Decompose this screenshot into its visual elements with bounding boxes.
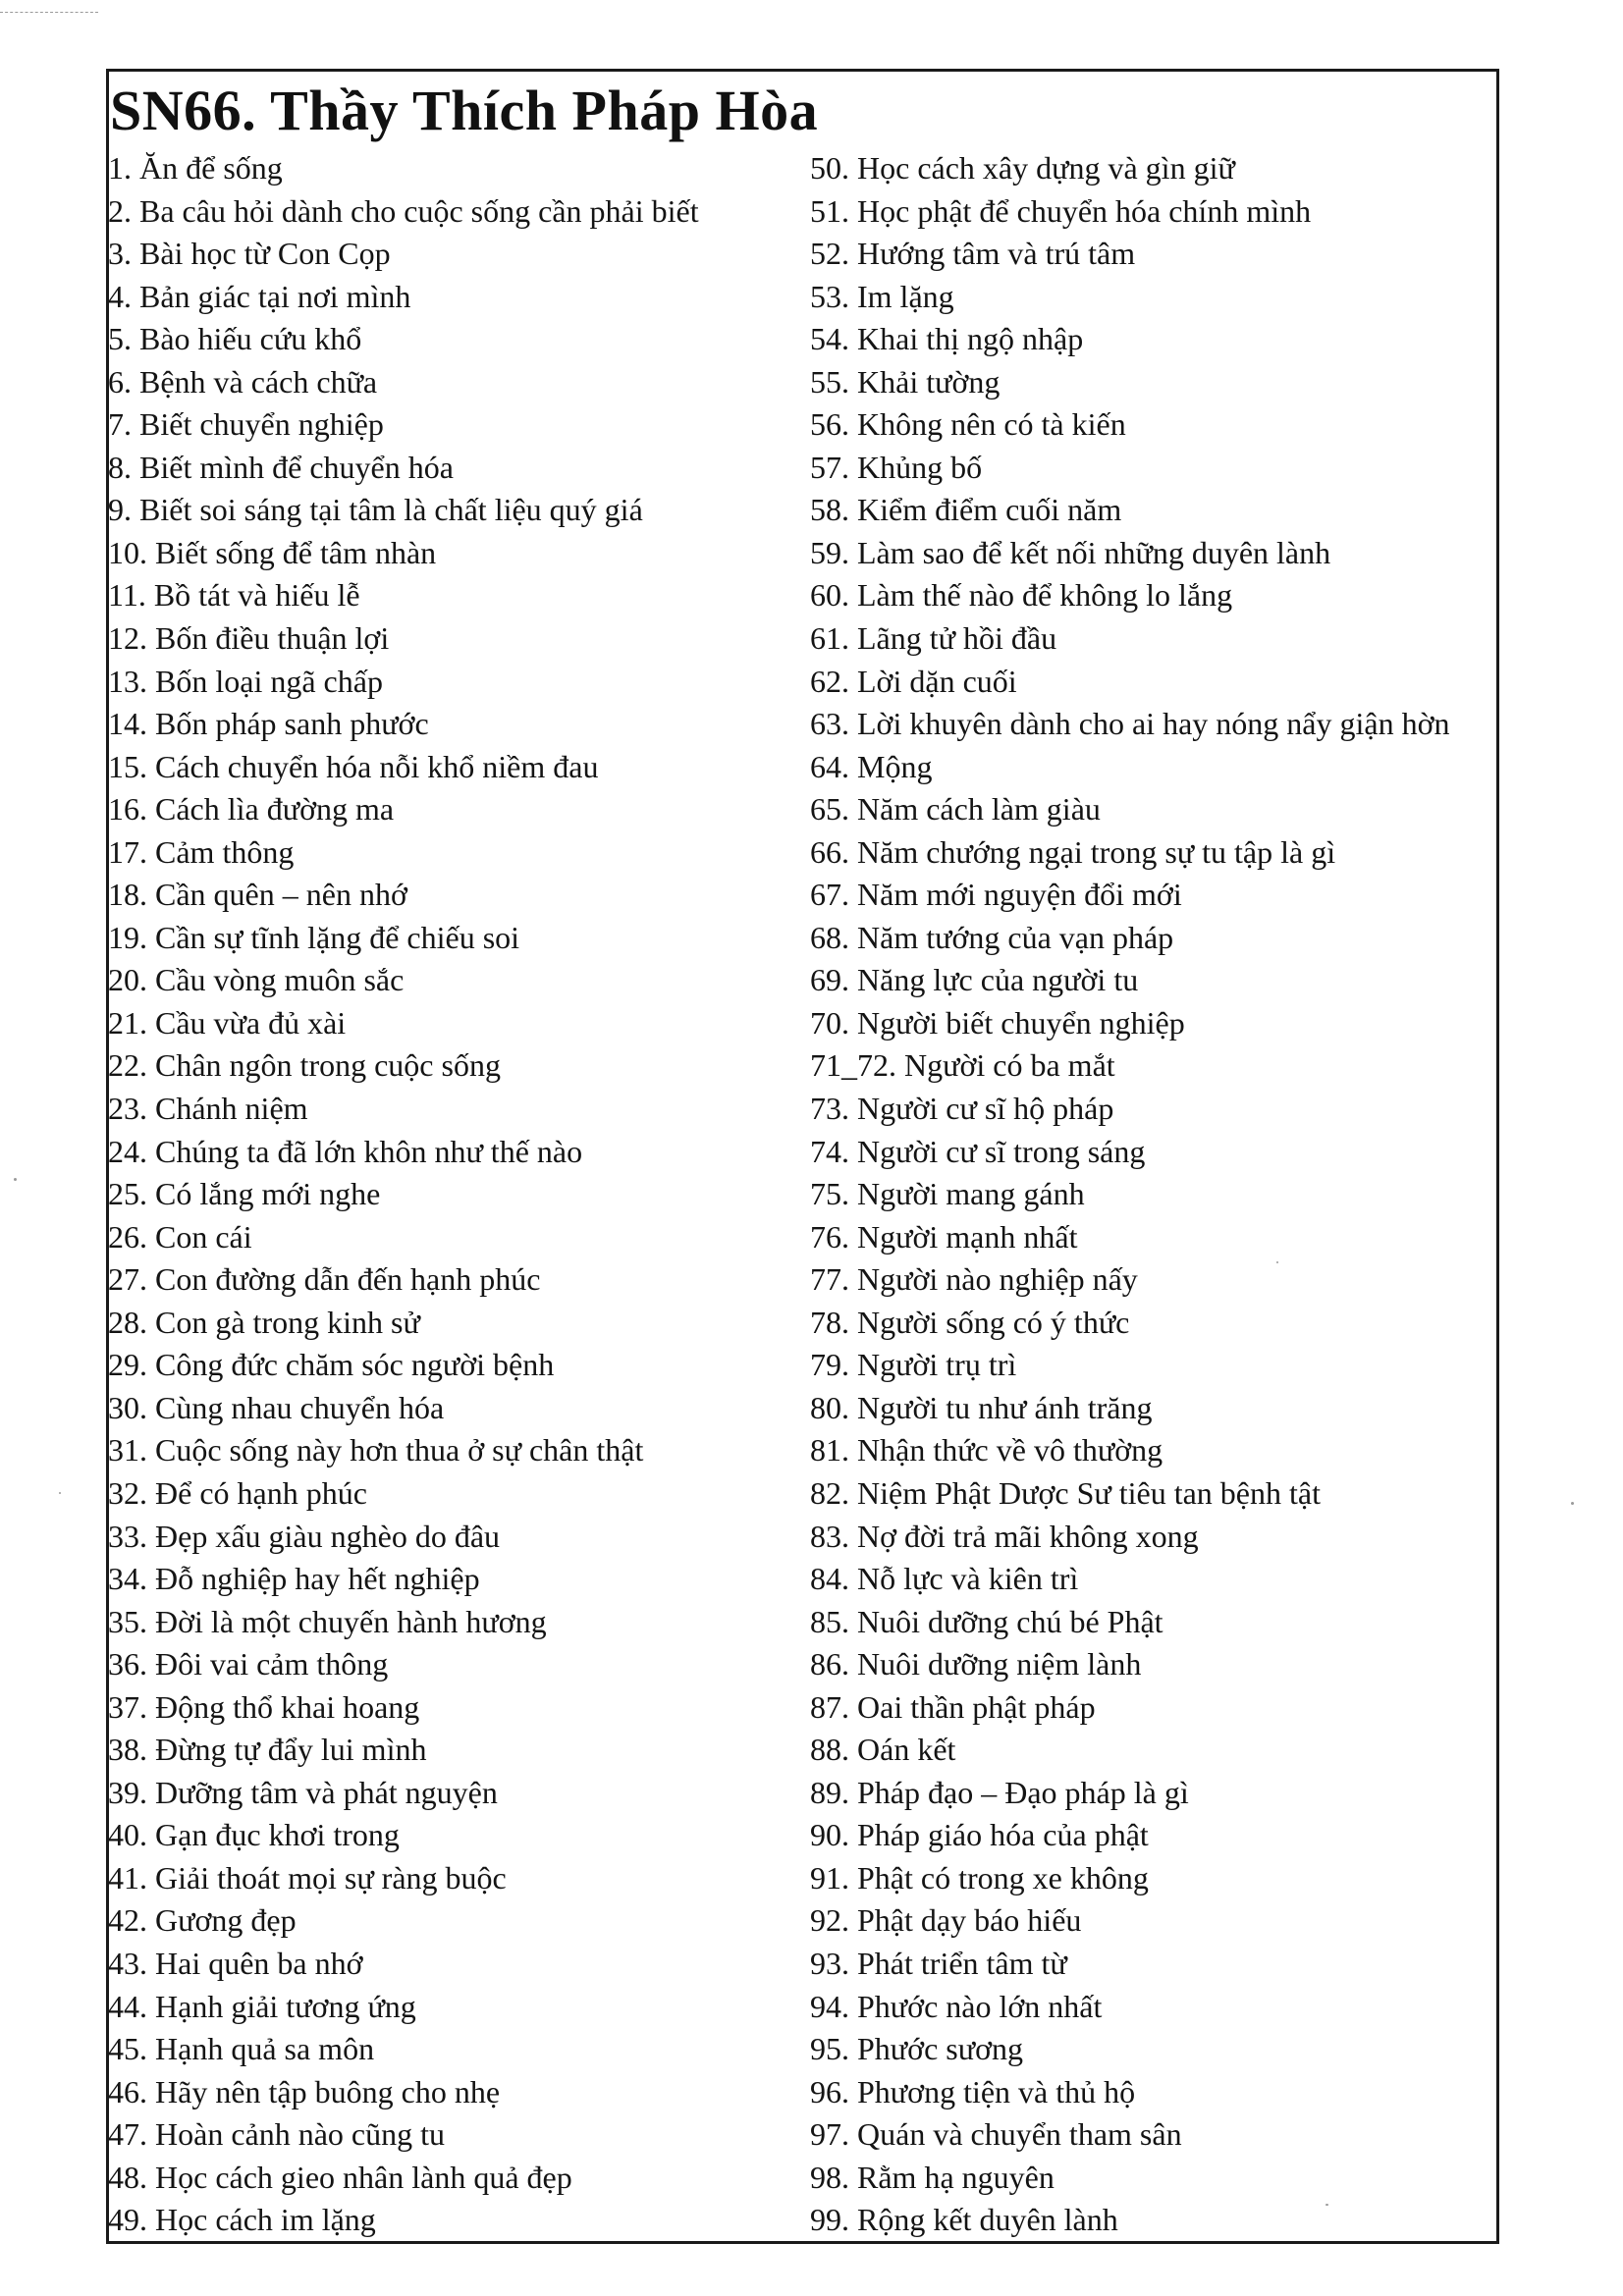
list-item: 97. Quán và chuyển tham sân	[810, 2116, 1182, 2153]
list-item: 8. Biết mình để chuyển hóa	[108, 449, 454, 485]
list-item: 99. Rộng kết duyên lành	[810, 2202, 1118, 2238]
list-item: 17. Cảm thông	[108, 833, 295, 870]
list-item: 79. Người trụ trì	[810, 1347, 1017, 1383]
list-item: 28. Con gà trong kinh sử	[108, 1304, 420, 1340]
list-item: 55. Khải tường	[810, 363, 1001, 400]
scan-speck	[14, 1178, 17, 1181]
list-item: 45. Hạnh quả sa môn	[108, 2031, 375, 2067]
list-item: 29. Công đức chăm sóc người bệnh	[108, 1347, 555, 1383]
list-item: 70. Người biết chuyển nghiệp	[810, 1004, 1185, 1041]
list-item: 14. Bốn pháp sanh phước	[108, 706, 429, 742]
list-item: 13. Bốn loại ngã chấp	[108, 663, 383, 699]
list-item: 90. Pháp giáo hóa của phật	[810, 1817, 1149, 1853]
list-item: 61. Lãng tử hồi đầu	[810, 620, 1057, 657]
list-item: 68. Năm tướng của vạn pháp	[810, 919, 1174, 955]
list-item: 84. Nỗ lực và kiên trì	[810, 1561, 1079, 1597]
list-item: 16. Cách lìa đường ma	[108, 791, 395, 828]
list-item: 34. Đỗ nghiệp hay hết nghiệp	[108, 1561, 480, 1597]
list-item: 53. Im lặng	[810, 278, 954, 314]
list-item: 10. Biết sống để tâm nhàn	[108, 534, 437, 570]
list-item: 59. Làm sao để kết nối những duyên lành	[810, 534, 1331, 570]
list-item: 74. Người cư sĩ trong sáng	[810, 1133, 1146, 1169]
list-item: 75. Người mang gánh	[810, 1176, 1085, 1212]
list-item: 40. Gạn đục khơi trong	[108, 1817, 400, 1853]
list-item: 19. Cần sự tĩnh lặng để chiếu soi	[108, 919, 520, 955]
list-item: 38. Đừng tự đẩy lui mình	[108, 1732, 427, 1768]
list-item: 23. Chánh niệm	[108, 1091, 308, 1127]
list-item: 46. Hãy nên tập buông cho nhẹ	[108, 2073, 501, 2109]
list-item: 12. Bốn điều thuận lợi	[108, 620, 390, 657]
list-item: 88. Oán kết	[810, 1732, 956, 1768]
list-item: 43. Hai quên ba nhớ	[108, 1945, 363, 1981]
right-column-list	[810, 147, 1497, 2242]
list-item: 4. Bản giác tại nơi mình	[108, 278, 411, 314]
scan-speck	[59, 1492, 61, 1494]
scan-speck	[1325, 2204, 1328, 2206]
scan-speck	[1571, 1502, 1574, 1505]
list-item: 96. Phương tiện và thủ hộ	[810, 2073, 1136, 2109]
list-item: 51. Học phật để chuyển hóa chính mình	[810, 192, 1312, 229]
list-item: 20. Cầu vòng muôn sắc	[108, 962, 405, 998]
list-item: 52. Hướng tâm và trú tâm	[810, 236, 1136, 272]
list-item: 80. Người tu như ánh trăng	[810, 1389, 1153, 1425]
list-item: 42. Gương đẹp	[108, 1902, 297, 1939]
list-item: 31. Cuộc sống này hơn thua ở sự chân thật	[108, 1432, 644, 1468]
list-item: 7. Biết chuyển nghiệp	[108, 406, 384, 443]
list-item: 78. Người sống có ý thức	[810, 1304, 1130, 1340]
list-item: 44. Hạnh giải tương ứng	[108, 1988, 416, 2024]
list-item: 39. Dưỡng tâm và phát nguyện	[108, 1774, 498, 1810]
list-item: 66. Năm chướng ngại trong sự tu tập là gì	[810, 833, 1336, 870]
list-item: 47. Hoàn cảnh nào cũng tu	[108, 2116, 446, 2153]
list-item: 2. Ba câu hỏi dành cho cuộc sống cần phải biết	[108, 192, 699, 229]
list-item: 86. Nuôi dưỡng niệm lành	[810, 1646, 1142, 1682]
list-item: 76. Người mạnh nhất	[810, 1218, 1078, 1255]
list-item: 91. Phật có trong xe không	[810, 1859, 1149, 1896]
list-item: 26. Con cái	[108, 1218, 252, 1255]
list-item: 11. Bồ tát và hiếu lễ	[108, 577, 360, 614]
list-item: 32. Để có hạnh phúc	[108, 1474, 367, 1511]
list-item: 6. Bệnh và cách chữa	[108, 363, 378, 400]
list-item: 69. Năng lực của người tu	[810, 962, 1139, 998]
list-item: 18. Cần quên – nên nhớ	[108, 877, 407, 913]
list-item: 33. Đẹp xấu giàu nghèo do đâu	[108, 1518, 501, 1554]
page-title: SN66. Thầy Thích Pháp Hòa	[110, 79, 819, 142]
list-item: 36. Đôi vai cảm thông	[108, 1646, 389, 1682]
list-item: 81. Nhận thức về vô thường	[810, 1432, 1163, 1468]
list-item: 22. Chân ngôn trong cuộc sống	[108, 1047, 501, 1084]
list-item: 5. Bào hiếu cứu khổ	[108, 321, 362, 357]
list-item: 73. Người cư sĩ hộ pháp	[810, 1091, 1114, 1127]
list-item: 87. Oai thần phật pháp	[810, 1688, 1096, 1725]
list-item: 85. Nuôi dưỡng chú bé Phật	[810, 1603, 1163, 1639]
list-item: 35. Đời là một chuyến hành hương	[108, 1603, 547, 1639]
list-item: 54. Khai thị ngộ nhập	[810, 321, 1084, 357]
list-item: 89. Pháp đạo – Đạo pháp là gì	[810, 1774, 1189, 1810]
list-item: 37. Động thổ khai hoang	[108, 1688, 420, 1725]
list-item: 49. Học cách im lặng	[108, 2202, 376, 2238]
list-item: 65. Năm cách làm giàu	[810, 791, 1101, 828]
list-item: 83. Nợ đời trả mãi không xong	[810, 1518, 1199, 1554]
list-item: 93. Phát triển tâm từ	[810, 1945, 1067, 1981]
list-item: 62. Lời dặn cuối	[810, 663, 1017, 699]
list-item: 24. Chúng ta đã lớn khôn như thế nào	[108, 1133, 583, 1169]
list-item: 71_72. Người có ba mắt	[810, 1047, 1115, 1084]
list-item: 15. Cách chuyển hóa nỗi khổ niềm đau	[108, 748, 599, 784]
list-item: 98. Rằm hạ nguyên	[810, 2159, 1055, 2195]
list-item: 27. Con đường dẫn đến hạnh phúc	[108, 1261, 541, 1298]
list-item: 82. Niệm Phật Dược Sư tiêu tan bệnh tật	[810, 1474, 1321, 1511]
list-item: 25. Có lắng mới nghe	[108, 1176, 381, 1212]
list-item: 56. Không nên có tà kiến	[810, 406, 1126, 443]
list-item: 21. Cầu vừa đủ xài	[108, 1004, 347, 1041]
list-item: 57. Khủng bố	[810, 449, 983, 485]
list-item: 77. Người nào nghiệp nấy	[810, 1261, 1138, 1298]
list-item: 48. Học cách gieo nhân lành quả đẹp	[108, 2159, 572, 2195]
list-item: 64. Mộng	[810, 748, 933, 784]
scan-edge-mark	[0, 12, 98, 14]
left-column-list	[108, 147, 795, 2242]
scan-speck	[1276, 1261, 1278, 1263]
list-item: 3. Bài học từ Con Cọp	[108, 236, 391, 272]
list-item: 1. Ăn để sống	[108, 150, 283, 186]
list-item: 30. Cùng nhau chuyển hóa	[108, 1389, 445, 1425]
list-item: 63. Lời khuyên dành cho ai hay nóng nẩy giận hờn	[810, 706, 1450, 742]
list-item: 67. Năm mới nguyện đổi mới	[810, 877, 1182, 913]
list-item: 95. Phước sương	[810, 2031, 1023, 2067]
list-item: 50. Học cách xây dựng và gìn giữ	[810, 150, 1235, 186]
list-item: 58. Kiểm điểm cuối năm	[810, 492, 1122, 528]
list-item: 94. Phước nào lớn nhất	[810, 1988, 1103, 2024]
list-item: 92. Phật dạy báo hiếu	[810, 1902, 1082, 1939]
list-item: 60. Làm thế nào để không lo lắng	[810, 577, 1233, 614]
list-item: 9. Biết soi sáng tại tâm là chất liệu quý giá	[108, 492, 643, 528]
list-item: 41. Giải thoát mọi sự ràng buộc	[108, 1859, 507, 1896]
